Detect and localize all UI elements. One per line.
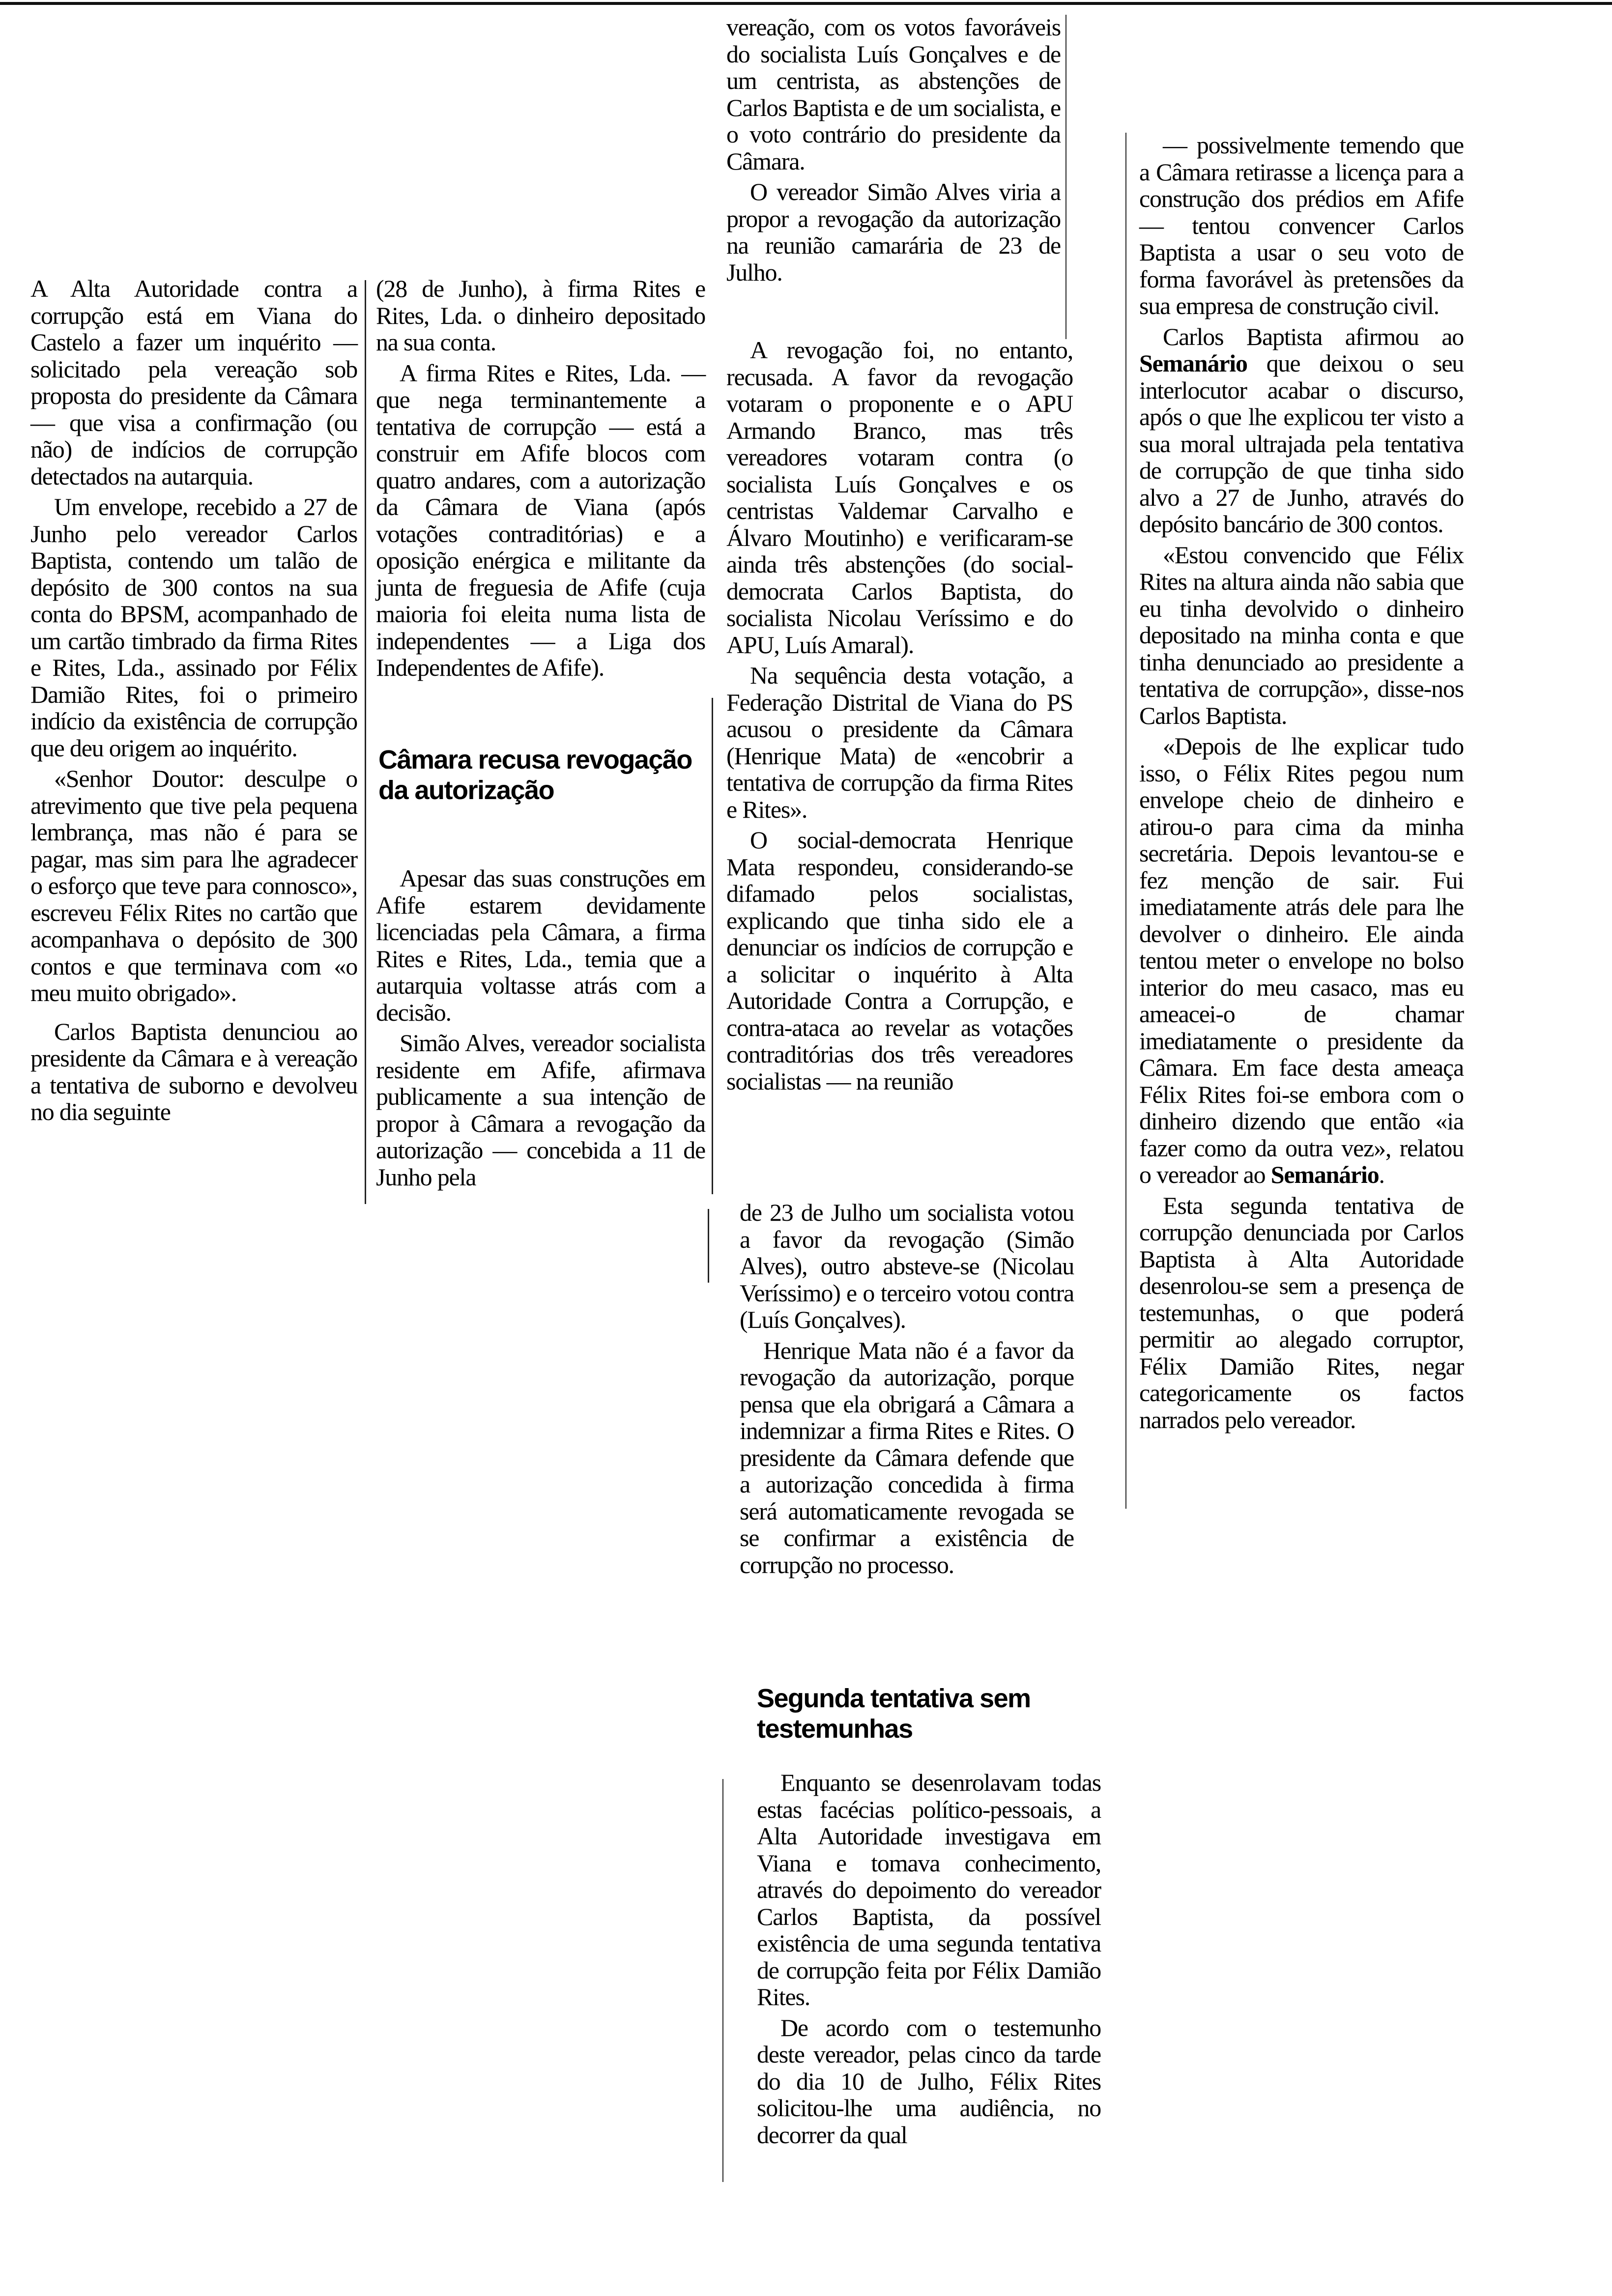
text: . — [1379, 1161, 1384, 1188]
paragraph: Henrique Mata não é a favor da revogação da autorização, porque pensa que ela obrigará a Câmara a indemnizar a firma Rites e Rites. O presidente da Câmara defende que a autorização concedida à firma será automaticamente revogada se se confirmar a existência de corrupção no processo. — [740, 1336, 1074, 1578]
paragraph: O vereador Simão Alves viria a propor a revogação da autorização na reunião camarária de 23 de Julho. — [726, 178, 1061, 286]
paragraph: vereação, com os votos favoráveis do socialista Luís Gonçalves e de um centrista, as abstenções de Carlos Baptista e de um socialista, e o voto contrário do presidente da Câmara. — [726, 13, 1061, 175]
paragraph: Carlos Baptista denunciou ao presidente da Câmara e à vereação a tentativa de suborno e devolveu no dia seguinte — [30, 1017, 357, 1125]
paragraph — [1139, 733, 1464, 1188]
paragraph: — possivelmente temendo que a Câmara retirasse a licença para a construção dos prédios em Afife — tentou convencer Carlos Baptista a usar o seu voto de forma favorável às pretensões da sua empresa de construção civil. — [1139, 131, 1464, 319]
article-column-1 — [30, 275, 357, 1125]
paragraph: A Alta Autoridade contra a corrupção está em Viana do Castelo a fazer um inquérito — solicitado pela vereação sob proposta do presidente da Câmara — que visa a confirmação (ou não) de indícios de corrupção detectados na autarquia. — [30, 275, 357, 490]
column-divider — [1125, 133, 1126, 1509]
article-column-2 — [376, 275, 705, 681]
top-rule — [0, 2, 1612, 5]
column-divider — [708, 1209, 709, 1283]
paragraph: (28 de Junho), à firma Rites e Rites, Lda. o dinheiro depositado na sua conta. — [376, 275, 705, 356]
paragraph: «Senhor Doutor: desculpe o atrevimento que tive pela pequena lembrança, mas não é para se pagar, mas sim para lhe agradecer o esforço que teve para connosco», escreveu Félix Rites no cartão que acompanhava o depósito de 300 contos e que terminava com «o meu muito obrigado». — [30, 765, 357, 1006]
column-divider — [712, 698, 713, 1194]
article-column-2b — [376, 865, 705, 1190]
article-column-3b — [726, 337, 1073, 1094]
paragraph: Simão Alves, vereador socialista residente em Afife, afirmava publicamente a sua intenção de propor à Câmara a revogação da autorização — concebida a 11 de Junho pela — [376, 1029, 705, 1191]
paragraph: O social-democrata Henrique Mata respondeu, considerando-se difamado pelos socialistas, explicando que tinha sido ele a denunciar os indícios de corrupção e a solicitar o inquérito à Alta Autoridade Contra a Corrupção, e contra-ataca ao revelar as votações contraditórias dos três vereadores socialistas — na reunião — [726, 826, 1073, 1095]
publication-name: Semanário — [1139, 349, 1247, 377]
paragraph — [1139, 323, 1464, 538]
paragraph: Enquanto se desenrolavam todas estas facécias político-pessoais, a Alta Autoridade investigava em Viana e tomava conhecimento, através do depoimento do vereador Carlos Baptista, da possível existência de uma segunda tentativa de corrupção feita por Félix Damião Rites. — [757, 1769, 1101, 2010]
paragraph: Apesar das suas construções em Afife estarem devidamente licenciadas pela Câmara, a firma Rites e Rites, Lda., temia que a autarquia voltasse atrás com a decisão. — [376, 864, 705, 1026]
section-heading: Segunda tentativa sem testemunhas — [757, 1684, 1031, 1744]
column-divider — [1065, 15, 1066, 339]
paragraph: de 23 de Julho um socialista votou a favor da revogação (Simão Alves), outro absteve-se (Nicolau Veríssimo) e o terceiro votou contra (Luís Gonçalves). — [740, 1199, 1074, 1333]
paragraph: De acordo com o testemunho deste vereador, pelas cinco da tarde do dia 10 de Julho, Félix Rites solicitou-lhe uma audiência, no decorrer da qual — [757, 2013, 1101, 2149]
paragraph: «Estou convencido que Félix Rites na altura ainda não sabia que eu tinha devolvido o dinheiro depositado na minha conta e que tinha denunciado ao presidente a tentativa de corrupção», disse-nos Carlos Baptista. — [1139, 541, 1464, 729]
column-divider — [365, 280, 366, 1204]
paragraph: Na sequência desta votação, a Federação Distrital de Viana do PS acusou o presidente da Câmara (Henrique Mata) de «encobrir a tentativa de corrupção da firma Rites e Rites». — [726, 661, 1073, 823]
article-column-4 — [1139, 132, 1464, 1433]
column-divider — [722, 1779, 723, 2182]
article-column-3a — [726, 14, 1061, 286]
section-heading: Câmara recusa revogação da autorização — [378, 745, 692, 805]
article-column-3d — [757, 1769, 1101, 2148]
text: «Depois de lhe explicar tudo isso, o Félix Rites pegou num envelope cheio de dinheiro e atirou-o para cima da minha secretária. Depois levantou-se e fez menção de sair. Fui imediatamente atrás dele para lhe devolver o dinheiro. Ele ainda tentou meter o envelope no bolso interior do meu casaco, mas eu ameacei-o de chamar imediatamente o presidente da Câmara. Em face desta ameaça Félix Rites foi-se embora com o dinheiro dizendo que então «ia fazer como da outra vez», relatou o vereador ao — [1139, 732, 1464, 1188]
article-column-3c — [740, 1199, 1074, 1578]
paragraph: Um envelope, recebido a 27 de Junho pelo vereador Carlos Baptista, contendo um talão de depósito de 300 contos na sua conta do BPSM, acompanhado de um cartão timbrado da firma Rites e Rites, Lda., assinado por Félix Damião Rites, foi o primeiro indício da existência de corrupção que deu origem ao inquérito. — [30, 493, 357, 762]
paragraph: A revogação foi, no entanto, recusada. A favor da revogação votaram o proponente e o APU Armando Branco, mas três vereadores votaram contra (o socialista Luís Gonçalves e os centristas Valdemar Carvalho e Álvaro Moutinho) e verificaram-se ainda três abstenções (do social-democrata Carlos Baptista, do socialista Nicolau Veríssimo e do APU, Luís Amaral). — [726, 336, 1073, 659]
publication-name: Semanário — [1270, 1161, 1379, 1188]
paragraph: A firma Rites e Rites, Lda. — que nega terminantemente a tentativa de corrupção — está a construir em Afife blocos com quatro andares, com a autorização da Câmara de Viana (após votações contraditórias) e a oposição enérgica e militante da junta de freguesia de Afife (cuja maioria foi eleita numa lista de independentes — a Liga dos Independentes de Afife). — [376, 359, 705, 681]
text: que deixou o seu interlocutor acabar o discurso, após o que lhe explicou ter visto a sua moral ultrajada pela tentativa de corrupção de que tinha sido alvo a 27 de Junho, através do depósito bancário de 300 contos. — [1139, 349, 1464, 538]
paragraph: Esta segunda tentativa de corrupção denunciada por Carlos Baptista à Alta Autoridade desenrolou-se sem a presença de testemunhas, o que poderá permitir ao alegado corruptor, Félix Damião Rites, negar categoricamente os factos narrados pelo vereador. — [1139, 1191, 1464, 1434]
text: Carlos Baptista afirmou ao — [1163, 322, 1464, 350]
